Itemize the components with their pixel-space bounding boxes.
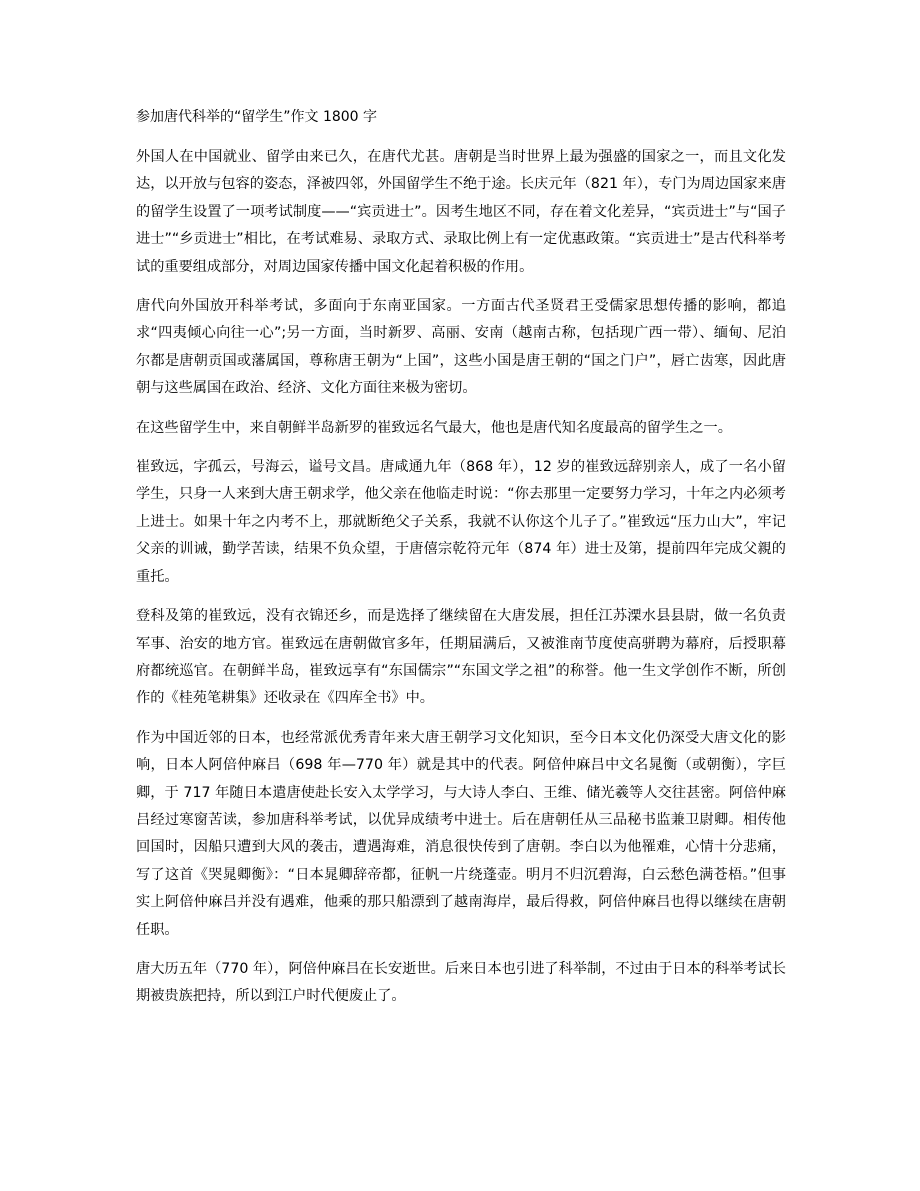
document-title: 参加唐代科举的“留学生”作文 1800 字: [136, 109, 378, 125]
document-page: [136, 106, 786, 1023]
paragraph-choi-intro: 在这些留学生中，来自朝鲜半岛新罗的崔致远名气最大，他也是唐代知名度最高的留学生之一。: [136, 419, 732, 436]
paragraph-conclusion: 唐大历五年（770 年），阿倍仲麻吕在长安逝世。后来日本也引进了科举制，不过由于日本的科举考试长期被贵族把持，所以到江户时代便废止了。: [136, 960, 786, 1005]
paragraph-intro: 外国人在中国就业、留学由来已久，在唐代尤甚。唐朝是当时世界上最为强盛的国家之一，而且文化发达，以开放与包容的姿态，泽被四邻，外国留学生不绝于途。长庆元年（821 年），专门为周边国家来唐的留学生设置了一项考试制度——“宾贡进士”。因考生地区不同，存在着文化差异，“宾贡进士”与“国子进士”“乡贡进士”相比，在考试难易、录取方式、录取比例上有一定优惠政策。“宾贡进士”是古代科举考试的重要组成部分，对周边国家传播中国文化起着积极的作用。: [136, 149, 786, 275]
paragraph-southeast-asia: 唐代向外国放开科举考试，多面向于东南亚国家。一方面古代圣贤君王受儒家思想传播的影响，都追求“四夷倾心向往一心”;另一方面，当时新罗、高丽、安南（越南古称，包括现广西一带）、缅甸、尼泊尔都是唐朝贡国或藩属国，尊称唐王朝为“上国”，这些小国是唐王朝的“国之门户”，唇亡齿寒，因此唐朝与这些属国在政治、经济、文化方面往来极为密切。: [136, 298, 786, 397]
paragraph-choi-career: 登科及第的崔致远，没有衣锦还乡，而是选择了继续留在大唐发展，担任江苏溧水县县尉，做一名负责军事、治安的地方官。崔致远在唐朝做官多年，任期届满后，又被淮南节度使高骈聘为幕府，后授职幕府都统巡官。在朝鲜半岛，崔致远享有“东国儒宗”“东国文学之祖”的称誉。他一生文学创作不断，所创作的《桂苑笔耕集》还收录在《四库全书》中。: [136, 608, 786, 707]
paragraph-abe-no-nakamaro: 作为中国近邻的日本，也经常派优秀青年来大唐王朝学习文化知识，至今日本文化仍深受大唐文化的影响，日本人阿倍仲麻吕（698 年—770 年）就是其中的代表。阿倍仲麻吕中文名晁衡（或朝衡），字巨卿，于 717 年随日本遣唐使赴长安入太学学习，与大诗人李白、王维、储光羲等人交往甚密。阿倍仲麻吕经过寒窗苦读，参加唐科举考试，以优异成绩考中进士。后在唐朝任从三品秘书监兼卫尉卿。相传他回国时，因船只遭到大风的袭击，遭遇海难，消息很快传到了唐朝。李白以为他罹难，心情十分悲痛，写了这首《哭晁卿衡》：“日本晁卿辞帝都，征帆一片绕蓬壶。明月不归沉碧海，白云愁色满苍梧。”但事实上阿倍仲麻吕并没有遇难，他乘的那只船漂到了越南海岸，最后得救，阿倍仲麻吕也得以继续在唐朝任职。: [136, 729, 786, 938]
paragraph-choi-biography: 崔致远，字孤云，号海云，谥号文昌。唐咸通九年（868 年），12 岁的崔致远辞别亲人，成了一名小留学生，只身一人来到大唐王朝求学，他父亲在他临走时说：“你去那里一定要努力学习，十年之内必须考上进士。如果十年之内考不上，那就断绝父子关系，我就不认你这个儿子了。”崔致远“压力山大”，牢记父亲的训诫，勤学苦读，结果不负众望，于唐僖宗乾符元年（874 年）进士及第，提前四年完成父親的重托。: [136, 459, 786, 585]
